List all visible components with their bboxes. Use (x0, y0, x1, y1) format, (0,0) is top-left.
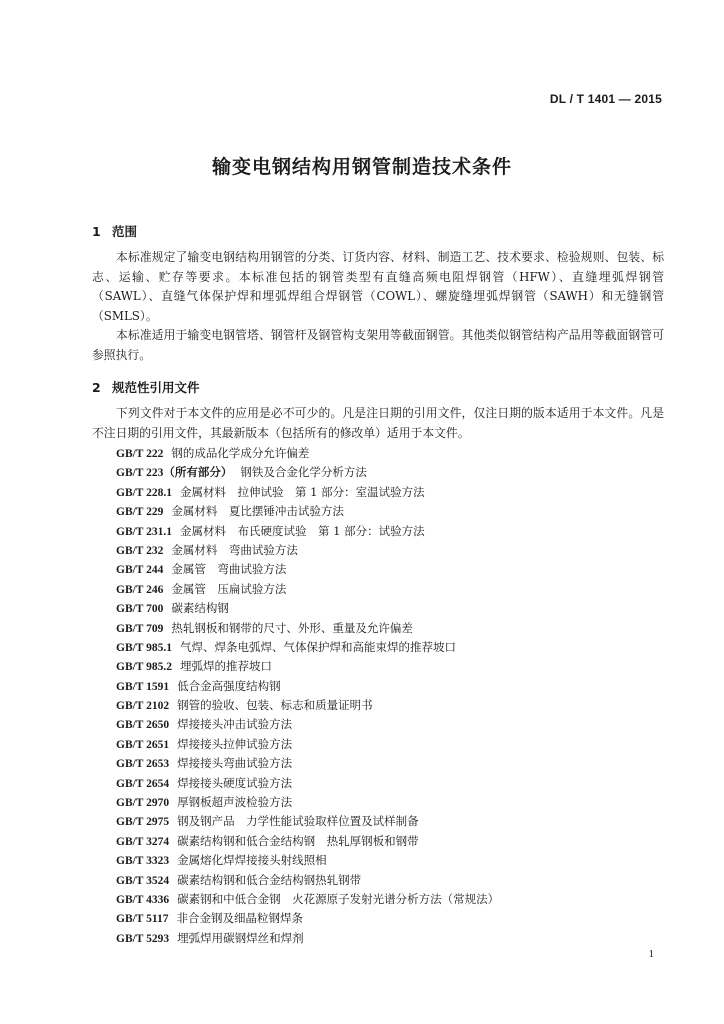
reference-title: 焊接接头冲击试验方法 (177, 717, 293, 732)
reference-item (116, 929, 664, 948)
reference-code: GB/T 3323 (116, 855, 170, 868)
reference-code: GB/T 2653 (116, 758, 170, 771)
reference-item (116, 793, 664, 812)
reference-item (116, 871, 664, 890)
reference-item (116, 832, 664, 851)
document-code: DL / T 1401 — 2015 (549, 92, 662, 106)
page-title: 输变电钢结构用钢管制造技术条件 (211, 156, 512, 178)
reference-title: 碳素结构钢和低合金结构钢热轧钢带 (177, 872, 362, 887)
reference-item (116, 619, 664, 638)
reference-code: GB/T 1591 (116, 680, 170, 693)
reference-code: GB/T 985.1 (116, 641, 173, 654)
reference-title: 金属材料 夏比摆锤冲击试验方法 (171, 504, 344, 519)
reference-code: GB/T 232 (116, 544, 164, 557)
reference-item (116, 444, 664, 463)
reference-item (116, 909, 664, 928)
reference-item (116, 560, 664, 579)
reference-code: GB/T 5293 (116, 932, 170, 945)
reference-title: 厚钢板超声波检验方法 (177, 795, 293, 810)
reference-title: 焊接接头弯曲试验方法 (177, 756, 293, 771)
section-title: 规范性引用文件 (112, 380, 200, 395)
reference-title: 埋弧焊的推荐坡口 (180, 659, 273, 674)
reference-title: 低合金高强度结构钢 (177, 678, 281, 693)
reference-code: GB/T 700 (116, 603, 164, 616)
reference-title: 钢铁及合金化学分析方法 (240, 465, 367, 480)
reference-title: 金属管 弯曲试验方法 (171, 562, 287, 577)
reference-title: 碳素钢和中低合金钢 火花源原子发射光谱分析方法（常规法） (177, 891, 500, 906)
references-intro: 下列文件对于本文件的应用是必不可少的。凡是注日期的引用文件，仅注日期的版本适用于本文件。凡是不注日期的引用文件，其最新版本（包括所有的修改单）适用于本文件。 (92, 406, 664, 440)
reference-code: GB/T 985.2 (116, 661, 173, 674)
section-heading-scope (92, 222, 137, 240)
reference-code: GB/T 2970 (116, 797, 170, 810)
reference-code: GB/T 3274 (116, 835, 170, 848)
section-number: 2 (92, 380, 101, 395)
reference-code: GB/T 5117 (116, 913, 169, 926)
reference-code: GB/T 2650 (116, 719, 170, 732)
reference-code: GB/T 229 (116, 506, 164, 519)
reference-code: GB/T 228.1 (116, 486, 173, 499)
reference-item (116, 851, 664, 870)
reference-item (116, 522, 664, 541)
reference-item (116, 541, 664, 560)
reference-item (116, 483, 664, 502)
reference-item (116, 774, 664, 793)
reference-item (116, 696, 664, 715)
page-number: 1 (648, 948, 654, 960)
reference-item (116, 463, 664, 482)
reference-list (116, 444, 664, 948)
reference-code: GB/T 3524 (116, 874, 170, 887)
reference-code: GB/T 2651 (116, 738, 170, 751)
reference-title: 热轧钢板和钢带的尺寸、外形、重量及允许偏差 (171, 620, 413, 635)
section-heading-references (92, 378, 200, 396)
reference-item (116, 754, 664, 773)
reference-title: 碳素结构钢 (171, 601, 229, 616)
reference-item (116, 657, 664, 676)
reference-title: 金属管 压扁试验方法 (171, 581, 287, 596)
reference-code: GB/T 4336 (116, 893, 170, 906)
reference-title: 金属熔化焊焊接接头射线照相 (177, 853, 327, 868)
reference-title: 金属材料 布氏硬度试验 第 1 部分：试验方法 (180, 523, 425, 538)
reference-item (116, 812, 664, 831)
reference-code: GB/T 246 (116, 583, 164, 596)
reference-title: 金属材料 拉伸试验 第 1 部分：室温试验方法 (180, 484, 425, 499)
reference-code: GB/T 231.1 (116, 525, 173, 538)
reference-item (116, 715, 664, 734)
reference-code: GB/T 709 (116, 622, 164, 635)
reference-title: 焊接接头拉伸试验方法 (177, 736, 293, 751)
reference-item (116, 580, 664, 599)
reference-title: 埋弧焊用碳钢焊丝和焊剂 (177, 930, 304, 945)
reference-title: 气焊、焊条电弧焊、气体保护焊和高能束焊的推荐坡口 (180, 639, 457, 654)
reference-item (116, 599, 664, 618)
section-number: 1 (92, 224, 101, 239)
reference-code: GB/T 244 (116, 564, 164, 577)
scope-paragraph-2: 本标准适用于输变电钢管塔、钢管杆及钢管构支架用等截面钢管。其他类似钢管结构产品用等截面钢管可参照执行。 (92, 328, 664, 362)
reference-code: GB/T 2102 (116, 700, 170, 713)
reference-title: 碳素结构钢和低合金结构钢 热轧厚钢板和钢带 (177, 833, 419, 848)
section-title: 范围 (112, 224, 138, 239)
reference-title: 钢管的验收、包装、标志和质量证明书 (177, 698, 373, 713)
reference-item (116, 677, 664, 696)
reference-title: 非合金钢及细晶粒钢焊条 (176, 911, 304, 926)
reference-code: GB/T 223（所有部分） (116, 467, 233, 480)
reference-title: 金属材料 弯曲试验方法 (171, 542, 298, 557)
scope-paragraph-1: 本标准规定了输变电钢结构用钢管的分类、订货内容、材料、制造工艺、技术要求、检验规则、包装、标志、运输、贮存等要求。本标准包括的钢管类型有直缝高频电阻焊钢管（HFW）、直缝埋弧焊钢管（SAWL）、直缝气体保护焊和埋弧焊组合焊钢管（COWL）、螺旋缝埋弧焊钢管（SAWH）和无缝钢管（SMLS）。 (92, 250, 664, 323)
reference-item (116, 502, 664, 521)
reference-item (116, 638, 664, 657)
reference-title: 钢及钢产品 力学性能试验取样位置及试样制备 (177, 814, 419, 829)
reference-code: GB/T 2975 (116, 816, 170, 829)
reference-item (116, 890, 664, 909)
reference-item (116, 735, 664, 754)
reference-title: 焊接接头硬度试验方法 (177, 775, 293, 790)
reference-title: 钢的成品化学成分允许偏差 (171, 446, 310, 460)
reference-code: GB/T 222 (116, 448, 164, 460)
reference-code: GB/T 2654 (116, 777, 170, 790)
